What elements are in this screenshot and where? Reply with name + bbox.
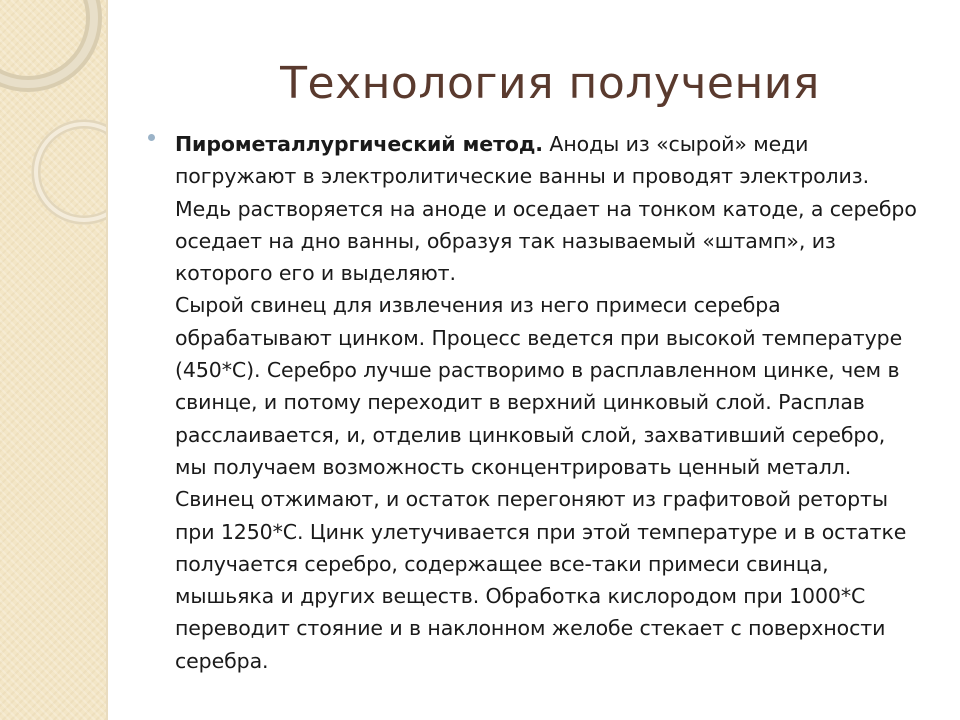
- bullet-continuation: Сырой свинец для извлечения из него примеси серебра обрабатывают цинком. Процесс ведется при высокой температуре (450*С). Серебро лучше растворимо в расплавленном цинке, чем в свинце, и потому переходит в верхний цинковый слой. Расплав расслаивается, и, отделив цинковый слой, захвативший серебро, мы получаем возможность сконцентрировать ценный металл. Свинец отжимают, и остаток перегоняют из графитовой реторты при 1250*С. Цинк улетучивается при этой температуре и в остатке получается серебро, содержащее все-таки примеси свинца, мышьяка и других веществ. Обработка кислородом при 1000*С переводит стояние и в наклонном желобе стекает с поверхности серебра.: [175, 293, 907, 673]
- ring-small: [36, 124, 106, 220]
- decorative-rings: [0, 0, 106, 260]
- slide-title: Технология получения: [280, 58, 820, 109]
- bullet-lead: Пирометаллургический метод.: [175, 132, 543, 156]
- ring-large: [0, 0, 94, 84]
- bullet-text: Аноды из «сырой» меди погружают в электролитические ванны и проводят электролиз. Медь растворяется на аноде и оседает на тонком катоде, а серебро оседает на дно ванны, образуя так называемый «штамп», из которого его и выделяют.: [175, 132, 917, 286]
- bullet-item: [148, 128, 918, 677]
- decorative-side-strip: [0, 0, 106, 720]
- bullet-icon: [148, 134, 155, 141]
- ring-large-inner: [0, 0, 94, 84]
- strip-divider: [106, 0, 108, 720]
- bullet-paragraph: [175, 128, 918, 289]
- slide-body: [148, 128, 918, 677]
